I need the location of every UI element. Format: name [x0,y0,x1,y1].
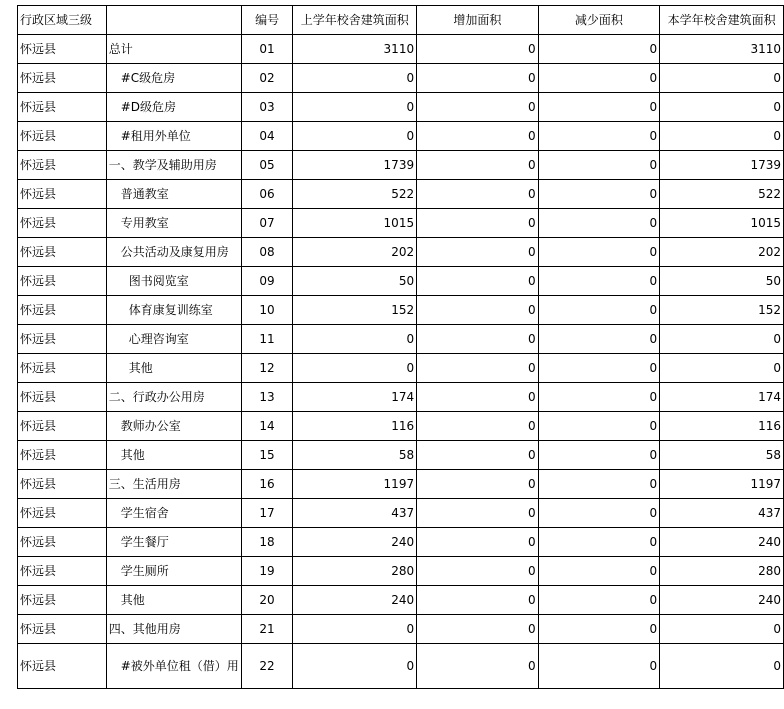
added-area-cell: 0 [417,180,539,209]
item-name-cell: #租用外单位 [106,122,241,151]
region-cell: 怀远县 [18,499,107,528]
prev-area-cell: 202 [293,238,417,267]
added-area-cell: 0 [417,151,539,180]
code-cell: 19 [241,557,293,586]
reduced-area-cell: 0 [538,64,660,93]
code-cell: 06 [241,180,293,209]
table-row [18,325,784,354]
item-name-cell: 其他 [106,354,241,383]
code-cell: 07 [241,209,293,238]
current-area-cell: 0 [660,122,784,151]
current-area-cell: 240 [660,528,784,557]
prev-area-cell: 1197 [293,470,417,499]
building-area-table [17,5,784,689]
code-cell: 11 [241,325,293,354]
code-cell: 04 [241,122,293,151]
reduced-area-cell: 0 [538,412,660,441]
current-area-cell: 1197 [660,470,784,499]
code-cell: 03 [241,93,293,122]
region-cell: 怀远县 [18,383,107,412]
current-area-cell: 437 [660,499,784,528]
region-cell: 怀远县 [18,470,107,499]
region-cell: 怀远县 [18,64,107,93]
region-cell: 怀远县 [18,180,107,209]
item-name-cell: 学生餐厅 [106,528,241,557]
item-name-cell: 教师办公室 [106,412,241,441]
header-item [106,6,241,35]
item-name-cell: 专用教室 [106,209,241,238]
region-cell: 怀远县 [18,528,107,557]
table-row [18,586,784,615]
current-area-cell: 280 [660,557,784,586]
added-area-cell: 0 [417,267,539,296]
added-area-cell: 0 [417,93,539,122]
reduced-area-cell: 0 [538,93,660,122]
item-name-cell: #被外单位租（借）用 [106,644,241,689]
region-cell: 怀远县 [18,238,107,267]
added-area-cell: 0 [417,499,539,528]
region-cell: 怀远县 [18,93,107,122]
table-row [18,499,784,528]
item-name-cell: 二、行政办公用房 [106,383,241,412]
table-row [18,238,784,267]
table-row [18,35,784,64]
prev-area-cell: 0 [293,644,417,689]
code-cell: 10 [241,296,293,325]
current-area-cell: 1015 [660,209,784,238]
added-area-cell: 0 [417,296,539,325]
added-area-cell: 0 [417,238,539,267]
header-row [18,6,784,35]
prev-area-cell: 240 [293,586,417,615]
prev-area-cell: 0 [293,93,417,122]
item-name-cell: 学生厕所 [106,557,241,586]
prev-area-cell: 174 [293,383,417,412]
prev-area-cell: 280 [293,557,417,586]
item-name-cell: 其他 [106,586,241,615]
table-row [18,557,784,586]
added-area-cell: 0 [417,383,539,412]
prev-area-cell: 240 [293,528,417,557]
current-area-cell: 240 [660,586,784,615]
item-name-cell: #D级危房 [106,93,241,122]
header-prev-area: 上学年校舍建筑面积 [293,6,417,35]
prev-area-cell: 0 [293,615,417,644]
reduced-area-cell: 0 [538,267,660,296]
region-cell: 怀远县 [18,209,107,238]
item-name-cell: 三、生活用房 [106,470,241,499]
table-body [18,6,784,689]
code-cell: 13 [241,383,293,412]
code-cell: 09 [241,267,293,296]
region-cell: 怀远县 [18,412,107,441]
prev-area-cell: 0 [293,64,417,93]
prev-area-cell: 50 [293,267,417,296]
table-row [18,615,784,644]
code-cell: 01 [241,35,293,64]
added-area-cell: 0 [417,586,539,615]
current-area-cell: 50 [660,267,784,296]
added-area-cell: 0 [417,325,539,354]
region-cell: 怀远县 [18,441,107,470]
table-row [18,441,784,470]
prev-area-cell: 1015 [293,209,417,238]
region-cell: 怀远县 [18,296,107,325]
region-cell: 怀远县 [18,122,107,151]
table-row [18,209,784,238]
table-row [18,93,784,122]
reduced-area-cell: 0 [538,586,660,615]
current-area-cell: 116 [660,412,784,441]
table-row [18,151,784,180]
item-name-cell: 总计 [106,35,241,64]
region-cell: 怀远县 [18,325,107,354]
table-row [18,267,784,296]
code-cell: 12 [241,354,293,383]
reduced-area-cell: 0 [538,557,660,586]
table-row [18,296,784,325]
table-row [18,383,784,412]
current-area-cell: 174 [660,383,784,412]
reduced-area-cell: 0 [538,209,660,238]
item-name-cell: 四、其他用房 [106,615,241,644]
table-row [18,470,784,499]
prev-area-cell: 437 [293,499,417,528]
reduced-area-cell: 0 [538,296,660,325]
item-name-cell: 体育康复训练室 [106,296,241,325]
code-cell: 16 [241,470,293,499]
current-area-cell: 1739 [660,151,784,180]
region-cell: 怀远县 [18,557,107,586]
added-area-cell: 0 [417,528,539,557]
region-cell: 怀远县 [18,151,107,180]
item-name-cell: 心理咨询室 [106,325,241,354]
region-cell: 怀远县 [18,354,107,383]
region-cell: 怀远县 [18,615,107,644]
reduced-area-cell: 0 [538,325,660,354]
current-area-cell: 0 [660,64,784,93]
current-area-cell: 0 [660,354,784,383]
current-area-cell: 0 [660,615,784,644]
reduced-area-cell: 0 [538,238,660,267]
header-added-area: 增加面积 [417,6,539,35]
code-cell: 18 [241,528,293,557]
current-area-cell: 58 [660,441,784,470]
added-area-cell: 0 [417,64,539,93]
header-current-area: 本学年校舍建筑面积 [660,6,784,35]
added-area-cell: 0 [417,35,539,64]
code-cell: 15 [241,441,293,470]
added-area-cell: 0 [417,441,539,470]
region-cell: 怀远县 [18,644,107,689]
table-row [18,644,784,689]
header-region: 行政区域三级 [18,6,107,35]
code-cell: 05 [241,151,293,180]
added-area-cell: 0 [417,122,539,151]
reduced-area-cell: 0 [538,35,660,64]
reduced-area-cell: 0 [538,383,660,412]
item-name-cell: 一、教学及辅助用房 [106,151,241,180]
region-cell: 怀远县 [18,267,107,296]
header-reduced-area: 减少面积 [538,6,660,35]
code-cell: 22 [241,644,293,689]
reduced-area-cell: 0 [538,644,660,689]
item-name-cell: 学生宿舍 [106,499,241,528]
prev-area-cell: 1739 [293,151,417,180]
item-name-cell: 图书阅览室 [106,267,241,296]
code-cell: 08 [241,238,293,267]
current-area-cell: 0 [660,644,784,689]
header-code: 编号 [241,6,293,35]
item-name-cell: #C级危房 [106,64,241,93]
prev-area-cell: 3110 [293,35,417,64]
table-row [18,64,784,93]
reduced-area-cell: 0 [538,499,660,528]
prev-area-cell: 0 [293,354,417,383]
table-row [18,354,784,383]
current-area-cell: 0 [660,325,784,354]
table-row [18,412,784,441]
current-area-cell: 152 [660,296,784,325]
reduced-area-cell: 0 [538,615,660,644]
item-name-cell: 其他 [106,441,241,470]
code-cell: 17 [241,499,293,528]
prev-area-cell: 0 [293,122,417,151]
added-area-cell: 0 [417,615,539,644]
added-area-cell: 0 [417,209,539,238]
added-area-cell: 0 [417,470,539,499]
current-area-cell: 3110 [660,35,784,64]
reduced-area-cell: 0 [538,528,660,557]
reduced-area-cell: 0 [538,441,660,470]
prev-area-cell: 0 [293,325,417,354]
code-cell: 14 [241,412,293,441]
added-area-cell: 0 [417,354,539,383]
current-area-cell: 202 [660,238,784,267]
table-row [18,122,784,151]
code-cell: 21 [241,615,293,644]
table-row [18,528,784,557]
item-name-cell: 公共活动及康复用房 [106,238,241,267]
prev-area-cell: 116 [293,412,417,441]
current-area-cell: 522 [660,180,784,209]
region-cell: 怀远县 [18,35,107,64]
table-row [18,180,784,209]
prev-area-cell: 152 [293,296,417,325]
region-cell: 怀远县 [18,586,107,615]
reduced-area-cell: 0 [538,470,660,499]
prev-area-cell: 522 [293,180,417,209]
code-cell: 20 [241,586,293,615]
reduced-area-cell: 0 [538,151,660,180]
item-name-cell: 普通教室 [106,180,241,209]
current-area-cell: 0 [660,93,784,122]
reduced-area-cell: 0 [538,180,660,209]
added-area-cell: 0 [417,644,539,689]
reduced-area-cell: 0 [538,122,660,151]
prev-area-cell: 58 [293,441,417,470]
added-area-cell: 0 [417,557,539,586]
added-area-cell: 0 [417,412,539,441]
reduced-area-cell: 0 [538,354,660,383]
code-cell: 02 [241,64,293,93]
